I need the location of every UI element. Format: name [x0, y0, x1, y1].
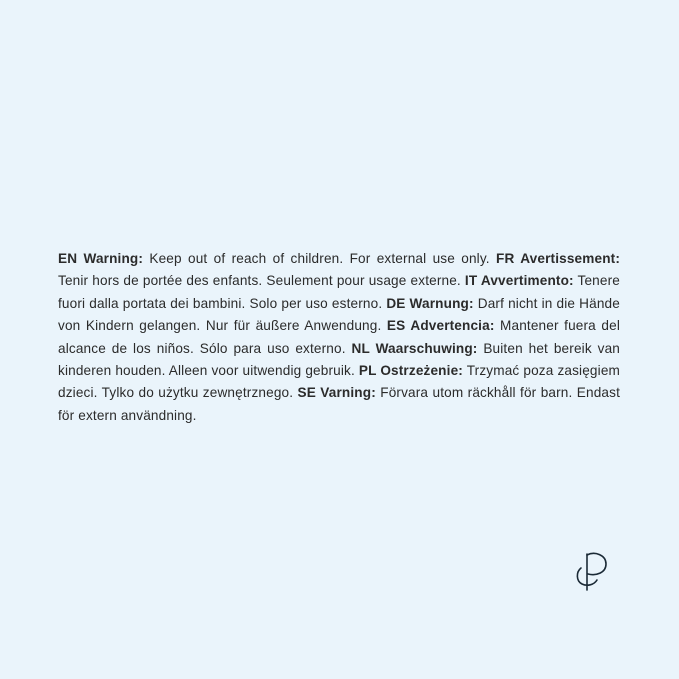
warning-language-text: Buiten het bereik van kinderen houden. Alleen voor uitwendig gebruik.	[58, 340, 620, 379]
warning-language-text: Darf nicht in die Hände von Kindern gelangen. Nur für äußere Anwendung.	[58, 295, 620, 334]
brand-logo	[573, 548, 615, 596]
warning-language-text: Mantener fuera del alcance de los niños. Sólo para uso externo.	[58, 318, 620, 356]
warning-language-text: Förvara utom räckhåll för barn. Endast för extern användning.	[58, 385, 621, 423]
warning-language-label: IT Avvertimento:	[464, 273, 574, 289]
warning-language-label: DE Warnung:	[386, 295, 474, 311]
warning-language-text: Tenir hors de portée des enfants. Seulement pour usage externe.	[58, 273, 465, 289]
warning-language-label: PL Ostrzeżenie:	[358, 363, 463, 379]
warning-language-label: ES Advertencia:	[386, 318, 495, 334]
warning-language-text: Tenere fuori dalla portata dei bambini. Solo per uso esterno.	[58, 273, 620, 311]
warning-language-label: FR Avertissement:	[495, 251, 621, 266]
warning-language-text: Keep out of reach of children. For external use only.	[143, 251, 496, 266]
warning-language-label: EN Warning:	[58, 251, 144, 266]
warning-language-label: NL Waarschuwing:	[351, 340, 478, 356]
warning-language-label: SE Varning:	[297, 385, 376, 401]
multilingual-warning-text	[58, 248, 620, 427]
warning-language-text: Trzymać poza zasięgiem dzieci. Tylko do użytku zewnętrznego.	[58, 363, 620, 401]
